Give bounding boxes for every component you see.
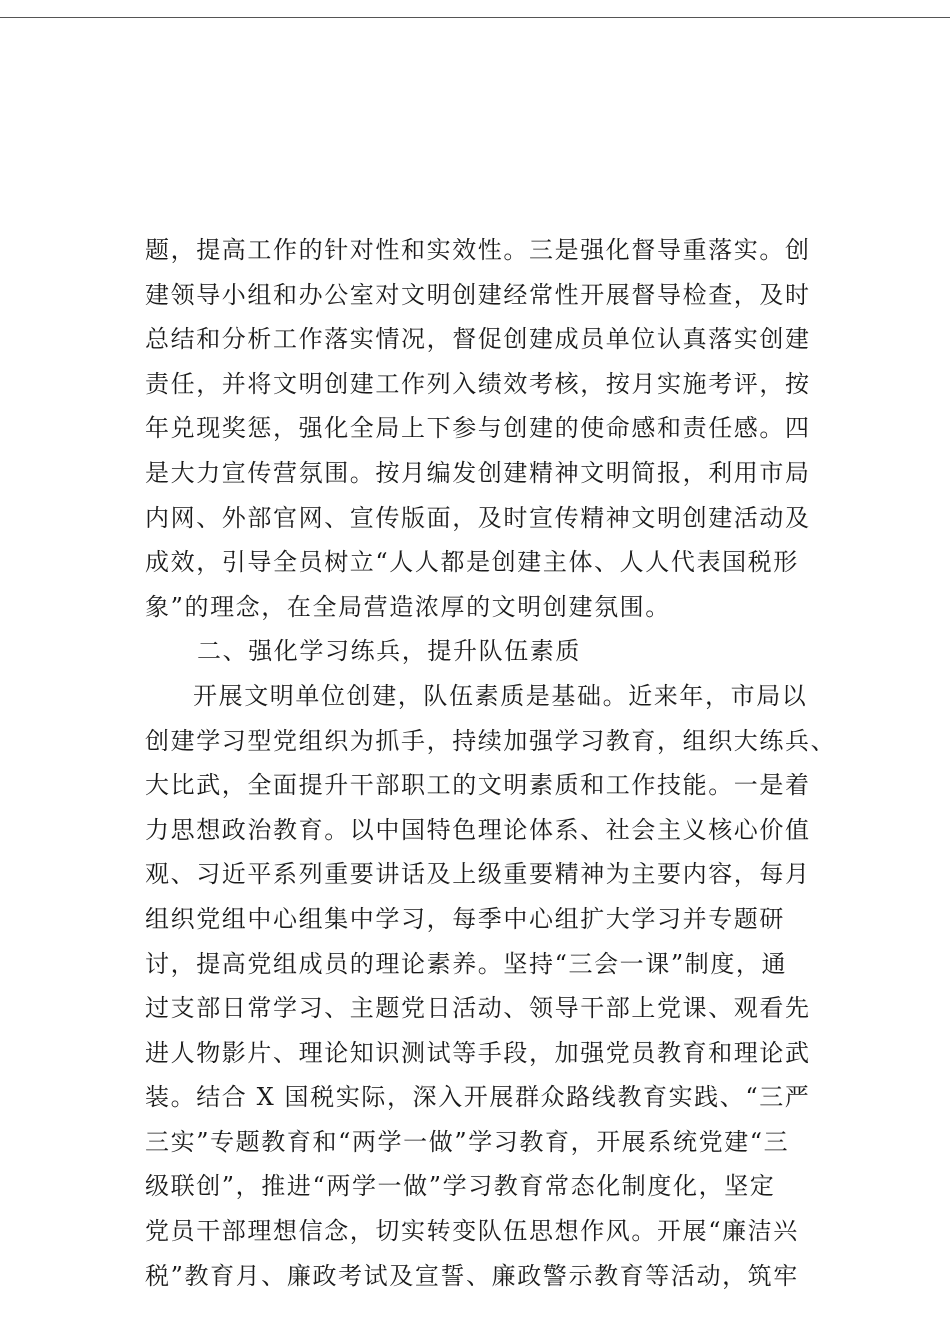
- text-line: 大比武，全面提升干部职工的文明素质和工作技能。一是着: [145, 771, 811, 800]
- text-line: 力思想政治教育。以中国特色理论体系、社会主义核心价值: [145, 815, 811, 844]
- text-line: 内网、外部官网、宣传版面，及时宣传精神文明创建活动及: [145, 503, 811, 532]
- document-body: [145, 228, 845, 1298]
- text-line: 观、习近平系列重要讲话及上级重要精神为主要内容，每月: [145, 860, 811, 889]
- text-line: 党员干部理想信念，切实转变队伍思想作风。开展“廉洁兴: [145, 1217, 799, 1246]
- text-line: 总结和分析工作落实情况，督促创建成员单位认真落实创建: [145, 325, 811, 354]
- header-rule: [0, 17, 950, 18]
- paragraph-first-line: 开展文明单位创建，队伍素质是基础。近来年，市局以: [193, 681, 808, 710]
- text-line: 建领导小组和办公室对文明创建经常性开展督导检查，及时: [145, 280, 811, 309]
- text-line: 过支部日常学习、主题党日活动、领导干部上党课、观看先: [145, 994, 811, 1023]
- text-line: 三实”专题教育和“两学一做”学习教育，开展系统党建“三: [145, 1127, 790, 1156]
- text-line: 成效，引导全员树立“人人都是创建主体、人人代表国税形: [145, 548, 799, 577]
- text-line: 装。结合 X 国税实际，深入开展群众路线教育实践、“三严: [145, 1083, 811, 1112]
- text-line: 讨，提高党组成员的理论素养。坚持“三会一课”制度，通: [145, 949, 788, 978]
- text-line: 税”教育月、廉政考试及宣誓、廉政警示教育等活动，筑牢: [145, 1261, 799, 1290]
- text-line: 进人物影片、理论知识测试等手段，加强党员教育和理论武: [145, 1038, 811, 1067]
- text-line: 题，提高工作的针对性和实效性。三是强化督导重落实。创: [145, 236, 811, 264]
- text-line: 级联创”，推进“两学一做”学习教育常态化制度化，坚定: [145, 1172, 776, 1201]
- text-line: 责任，并将文明创建工作列入绩效考核，按月实施考评，按: [145, 369, 811, 398]
- text-line: 象”的理念，在全局营造浓厚的文明创建氛围。: [145, 592, 671, 621]
- text-line: 年兑现奖惩，强化全局上下参与创建的使命感和责任感。四: [145, 414, 811, 443]
- text-line: 是大力宣传营氛围。按月编发创建精神文明简报，利用市局: [145, 458, 811, 487]
- section-heading: 二、强化学习练兵，提升队伍素质: [197, 637, 581, 666]
- text-line: 组织党组中心组集中学习，每季中心组扩大学习并专题研: [145, 904, 785, 933]
- text-line: 创建学习型党组织为抓手，持续加强学习教育，组织大练兵、: [145, 726, 837, 755]
